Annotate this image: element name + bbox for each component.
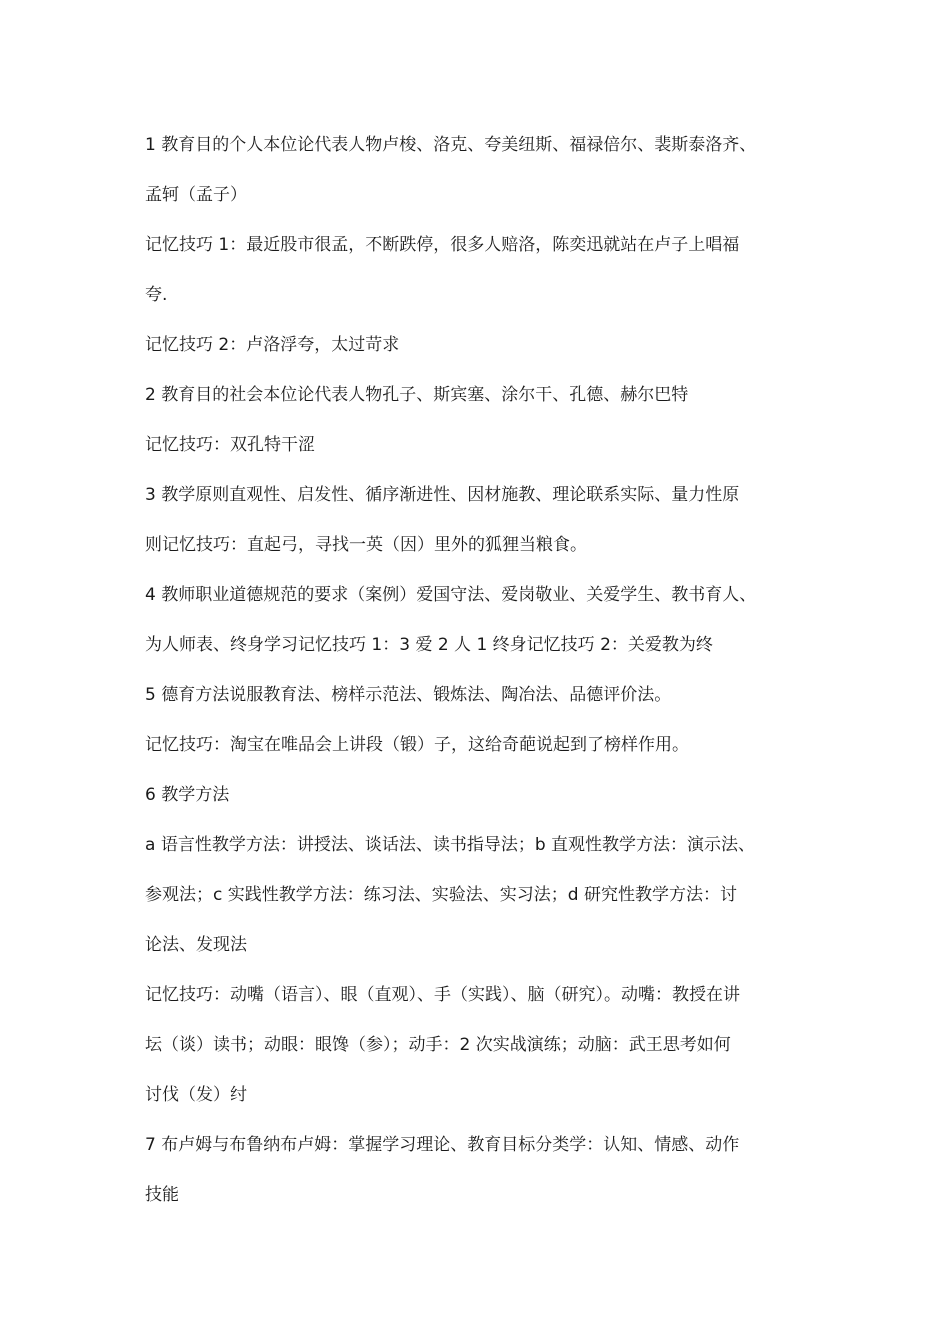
text-line: 孟轲（孟子） xyxy=(145,185,247,205)
text-line: 2 教育目的社会本位论代表人物孔子、斯宾塞、涂尔干、孔德、赫尔巴特 xyxy=(145,385,689,405)
text-line: 4 教师职业道德规范的要求（案例）爱国守法、爱岗敬业、关爱学生、教书育人、 xyxy=(145,585,757,605)
text-line: 5 德育方法说服教育法、榜样示范法、锻炼法、陶冶法、品德评价法。 xyxy=(145,685,672,705)
text-line: 夸. xyxy=(145,285,168,305)
text-line: 论法、发现法 xyxy=(145,935,247,955)
text-line: 记忆技巧：淘宝在唯品会上讲段（锻）子，这给奇葩说起到了榜样作用。 xyxy=(145,735,689,755)
text-line: 1 教育目的个人本位论代表人物卢梭、洛克、夸美纽斯、福禄倍尔、裴斯泰洛齐、 xyxy=(145,135,757,155)
text-line: 记忆技巧 2：卢洛浮夸，太过苛求 xyxy=(145,335,400,355)
text-line: 为人师表、终身学习记忆技巧 1：3 爱 2 人 1 终身记忆技巧 2：关爱教为终 xyxy=(145,635,713,655)
document-body xyxy=(145,120,815,1220)
text-line: 记忆技巧：动嘴（语言）、眼（直观）、手（实践）、脑（研究）。动嘴：教授在讲 xyxy=(145,985,740,1005)
text-line: 7 布卢姆与布鲁纳布卢姆：掌握学习理论、教育目标分类学：认知、情感、动作 xyxy=(145,1135,740,1155)
text-line: 6 教学方法 xyxy=(145,785,230,805)
text-line: 记忆技巧：双孔特干涩 xyxy=(145,435,315,455)
text-line: a 语言性教学方法：讲授法、谈话法、读书指导法；b 直观性教学方法：演示法、 xyxy=(145,835,756,855)
text-line: 坛（谈）读书；动眼：眼馋（参）；动手：2 次实战演练；动脑：武王思考如何 xyxy=(145,1035,731,1055)
text-line: 则记忆技巧：直起弓，寻找一英（因）里外的狐狸当粮食。 xyxy=(145,535,587,555)
text-line: 讨伐（发）纣 xyxy=(145,1085,247,1105)
text-line: 参观法；c 实践性教学方法：练习法、实验法、实习法；d 研究性教学方法：讨 xyxy=(145,885,737,905)
text-line: 记忆技巧 1：最近股市很孟，不断跌停，很多人赔洛，陈奕迅就站在卢子上唱福 xyxy=(145,235,740,255)
text-line: 技能 xyxy=(145,1185,179,1205)
text-line: 3 教学原则直观性、启发性、循序渐进性、因材施教、理论联系实际、量力性原 xyxy=(145,485,740,505)
